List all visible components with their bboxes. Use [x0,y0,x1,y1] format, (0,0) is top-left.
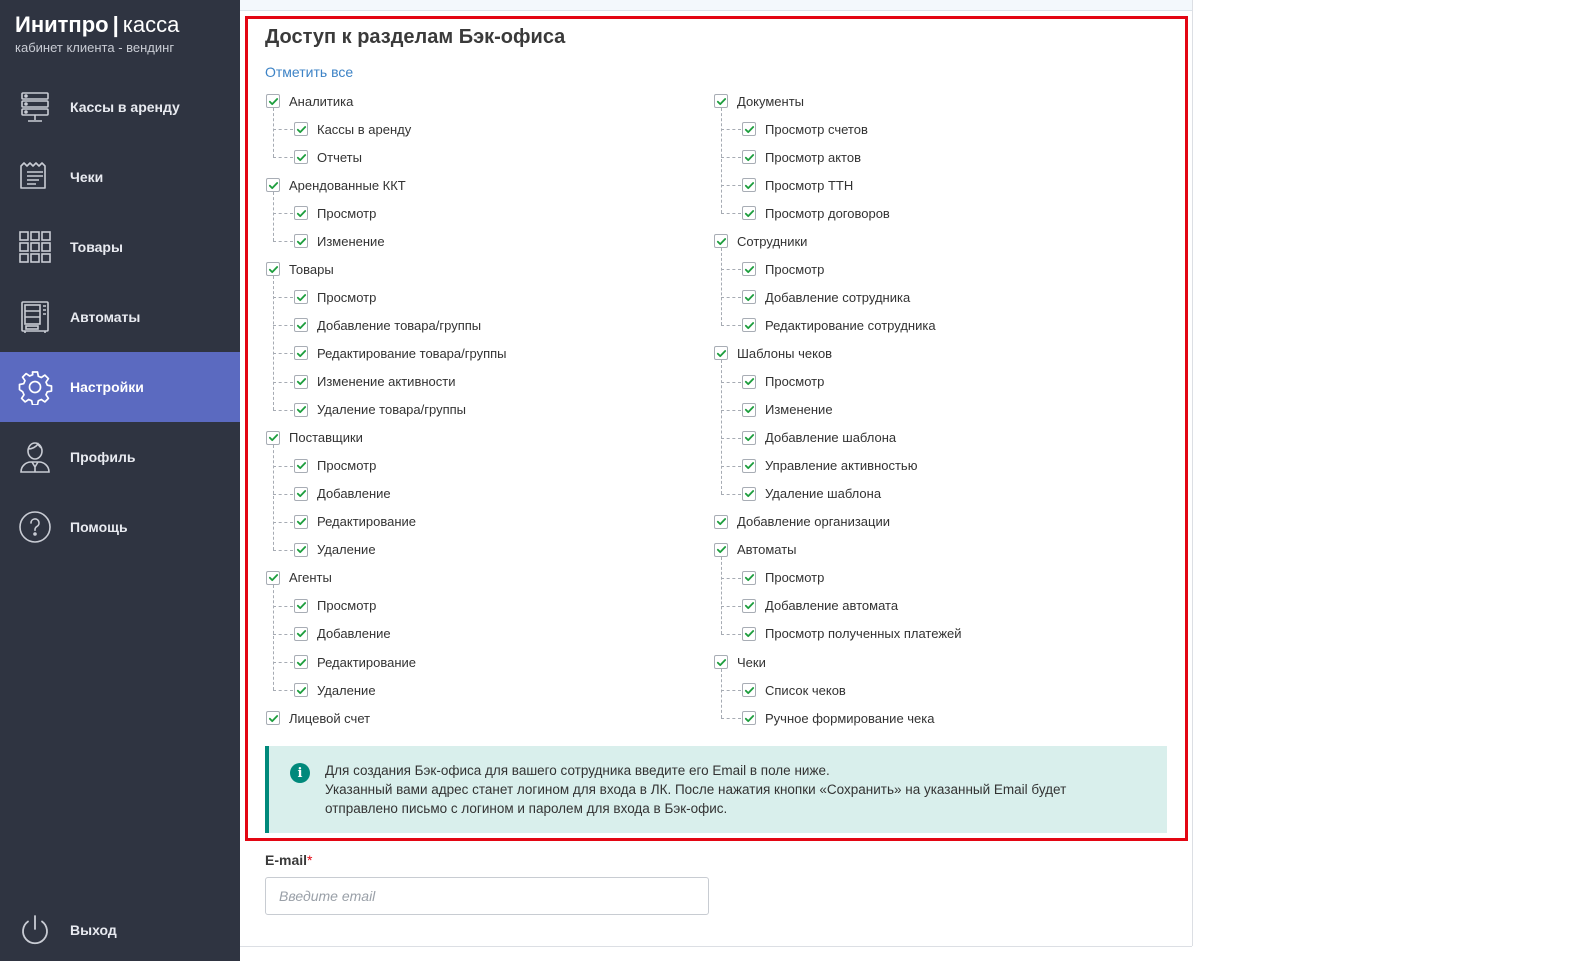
checkbox[interactable] [294,122,308,136]
checkmark-icon [744,180,755,191]
permission-item[interactable] [294,680,376,700]
permission-item[interactable] [294,652,416,672]
checkbox[interactable] [742,627,756,641]
tree-connector [273,297,293,298]
permission-label: Просмотр [765,261,825,277]
tree-connector [273,445,274,550]
tree-connector [273,325,293,326]
permission-label: Удаление [317,682,376,698]
permission-group-1[interactable] [266,175,406,195]
sidebar [0,0,240,961]
checkbox[interactable] [294,346,308,360]
section-title: Доступ к разделам Бэк-офиса [265,26,566,48]
tree-connector [721,690,741,691]
checkmark-icon [296,600,307,611]
checkmark-icon [744,404,755,415]
sidebar-item-settings[interactable] [0,352,240,422]
permission-item[interactable] [742,484,881,504]
checkbox[interactable] [742,431,756,445]
checkbox[interactable] [294,515,308,529]
tree-connector [273,241,293,242]
tree-connector [721,269,741,270]
checkmark-icon [268,713,279,724]
permission-label: Аналитика [289,93,354,109]
checkbox[interactable] [294,543,308,557]
sidebar-item-checks[interactable] [0,142,240,212]
permission-label: Шаблоны чеков [737,345,833,361]
permission-item[interactable] [294,231,385,251]
checkmark-icon [716,236,727,247]
permission-item[interactable] [742,624,962,644]
info-box [265,746,1167,833]
help-icon [17,509,53,545]
checkmark-icon [268,572,279,583]
checkmark-icon [716,657,727,668]
permission-item[interactable] [742,456,917,476]
brand-subtitle: кабинет клиента - вендинг [15,40,175,55]
checkbox[interactable] [742,290,756,304]
permission-label: Документы [737,93,805,109]
permission-label: Список чеков [765,682,846,698]
tree-connector [721,438,741,439]
checkmark-icon [296,152,307,163]
checkbox[interactable] [266,711,280,725]
tree-connector [721,157,741,158]
tree-connector [721,669,722,718]
tree-connector [273,585,274,690]
permission-item[interactable] [294,400,466,420]
tree-connector [721,410,741,411]
tree-connector [721,248,722,325]
brand[interactable] [15,12,179,56]
tree-connector [721,494,741,495]
permission-item[interactable] [294,372,455,392]
sidebar-item-profile[interactable] [0,422,240,492]
permission-label: Удаление [317,542,376,558]
tree-connector [273,382,293,383]
checkbox[interactable] [294,627,308,641]
checkbox[interactable] [294,318,308,332]
checkmark-icon [716,96,727,107]
permission-label: Редактирование [317,514,417,530]
checkbox[interactable] [294,375,308,389]
permission-label: Просмотр актов [765,149,861,165]
permission-item[interactable] [294,287,376,307]
permission-label: Арендованные ККТ [289,177,406,193]
permission-item[interactable] [742,400,833,420]
checkbox[interactable] [742,487,756,501]
permission-label: Добавление товара/группы [317,317,482,333]
permission-label: Кассы в аренду [317,121,412,137]
checkbox[interactable] [742,178,756,192]
receipt-icon [17,159,53,195]
sidebar-item-label: Товары [70,239,123,255]
permission-group-3[interactable] [266,428,363,448]
checkmark-icon [296,320,307,331]
permission-label: Удаление шаблона [765,486,882,502]
checkbox[interactable] [294,150,308,164]
permission-item[interactable] [294,203,376,223]
content-right-border [1192,0,1193,946]
checkbox[interactable] [742,375,756,389]
check-all-link[interactable]: Отметить все [265,64,354,80]
sidebar-item-vending[interactable] [0,282,240,352]
permission-item[interactable] [742,203,890,223]
info-line: Для создания Бэк-офиса для вашего сотрудника введите его Email в поле ниже. [325,763,830,778]
user-icon [17,439,53,475]
checkbox[interactable] [742,150,756,164]
sidebar-item-label: Настройки [70,379,144,395]
checkmark-icon [296,292,307,303]
grid-icon [17,229,53,265]
permission-label: Просмотр ТТН [765,177,854,193]
tree-connector [273,192,274,241]
checkmark-icon [296,236,307,247]
tree-connector [721,606,741,607]
checkmark-icon [744,292,755,303]
permission-label: Изменение [765,402,833,418]
brand-name: Инитпро [15,12,109,37]
tree-connector [273,157,293,158]
checkmark-icon [296,208,307,219]
permission-label: Добавление [317,626,391,642]
permission-label: Добавление организации [737,514,891,530]
tree-connector [721,213,741,214]
permission-item[interactable] [742,287,910,307]
tree-connector [273,213,293,214]
permission-item[interactable] [294,456,376,476]
checkmark-icon [296,404,307,415]
checkbox[interactable] [742,122,756,136]
checkmark-icon [296,628,307,639]
permission-item[interactable] [742,372,824,392]
permission-label: Товары [289,261,334,277]
tree-connector [273,690,293,691]
permission-label: Просмотр договоров [765,205,890,221]
tree-connector [273,466,293,467]
vending-machine-icon [17,299,53,335]
sidebar-nav [0,72,240,562]
required-mark: * [307,852,313,868]
permission-item[interactable] [742,568,824,588]
permission-item[interactable] [742,708,935,728]
tree-connector [721,325,741,326]
checkmark-icon [744,628,755,639]
email-label [265,852,312,868]
permission-item[interactable] [742,147,861,167]
checkbox[interactable] [742,206,756,220]
permission-label: Изменение активности [317,374,456,389]
permission-label: Лицевой счет [289,710,371,726]
permission-label: Добавление автомата [765,598,899,614]
checkmark-icon [268,264,279,275]
email-input[interactable] [265,877,709,915]
checkmark-icon [296,124,307,135]
permission-label: Редактирование сотрудника [765,317,936,333]
checkmark-icon [268,180,279,191]
tree-connector [721,718,741,719]
permission-label: Добавление [317,486,391,502]
permission-label: Редактирование [317,654,417,670]
checkmark-icon [296,460,307,471]
checkbox[interactable] [266,571,280,585]
sidebar-item-label: Помощь [70,519,128,535]
permission-label: Просмотр полученных платежей [765,626,962,642]
checkbox[interactable] [742,403,756,417]
permission-label: Просмотр [317,598,377,614]
tree-connector [273,353,293,354]
checkbox[interactable] [266,262,280,276]
top-strip [240,0,1192,11]
tree-connector [721,360,722,493]
permission-label: Просмотр [765,374,825,389]
permission-group-3[interactable] [714,512,890,532]
checkmark-icon [744,713,755,724]
checkbox[interactable] [294,206,308,220]
logout-button[interactable] [0,895,240,965]
tree-connector [721,557,722,634]
checkmark-icon [744,572,755,583]
checkmark-icon [296,657,307,668]
logout-label: Выход [70,922,117,938]
permission-item[interactable] [742,175,853,195]
permission-item[interactable] [742,259,824,279]
checkbox[interactable] [714,655,728,669]
tree-connector [273,662,293,663]
permission-label: Просмотр [317,289,377,305]
sidebar-item-goods[interactable] [0,212,240,282]
highlight-frame [245,16,1188,841]
permission-label: Редактирование товара/группы [317,345,507,361]
tree-connector [273,108,274,157]
permission-item[interactable] [294,540,376,560]
checkmark-icon [268,432,279,443]
permission-label: Управление активностью [765,458,918,474]
info-line: отправлено письмо с логином и паролем для входа в Бэк-офис. [325,801,728,816]
checkmark-icon [296,348,307,359]
info-icon: i [290,763,310,783]
permission-group-0[interactable] [266,91,353,111]
checkbox[interactable] [294,459,308,473]
tree-connector [721,129,741,130]
checkbox[interactable] [294,683,308,697]
tree-connector [273,606,293,607]
checkbox[interactable] [294,655,308,669]
checkmark-icon [296,516,307,527]
checkmark-icon [296,544,307,555]
checkmark-icon [268,96,279,107]
checkmark-icon [744,376,755,387]
checkmark-icon [744,685,755,696]
permission-label: Добавление шаблона [765,430,897,446]
checkbox[interactable] [742,262,756,276]
checkmark-icon [744,600,755,611]
tree-connector [273,276,274,409]
checkbox[interactable] [742,459,756,473]
permission-item[interactable] [294,596,376,616]
sidebar-item-rent[interactable] [0,72,240,142]
brand-title [15,12,179,38]
checkbox[interactable] [742,599,756,613]
permission-label: Просмотр [765,570,825,586]
gear-icon [17,369,53,405]
checkbox[interactable] [266,431,280,445]
sidebar-item-label: Профиль [70,449,136,465]
sidebar-item-label: Чеки [70,169,104,185]
checkmark-icon [744,124,755,135]
checkmark-icon [296,488,307,499]
permission-group-2[interactable] [266,259,334,279]
permission-group-1[interactable] [714,231,807,251]
power-icon [17,912,53,948]
tree-connector [273,522,293,523]
checkmark-icon [744,208,755,219]
tree-connector [721,634,741,635]
permission-item[interactable] [294,343,507,363]
permission-group-5[interactable] [266,708,370,728]
checkbox[interactable] [294,403,308,417]
tree-connector [721,578,741,579]
server-icon [17,89,53,125]
brand-product: касса [122,12,180,37]
checkmark-icon [716,348,727,359]
checkbox[interactable] [742,711,756,725]
checkmark-icon [744,460,755,471]
sidebar-item-help[interactable] [0,492,240,562]
permission-group-0[interactable] [714,91,804,111]
checkmark-icon [744,320,755,331]
checkbox[interactable] [714,515,728,529]
permission-item[interactable] [742,680,846,700]
checkbox[interactable] [294,487,308,501]
tree-connector [273,634,293,635]
tree-connector [721,382,741,383]
permission-label: Просмотр [317,458,377,474]
tree-connector [721,185,741,186]
checkbox[interactable] [266,94,280,108]
permission-item[interactable] [294,624,391,644]
checkbox[interactable] [742,683,756,697]
checkmark-icon [716,516,727,527]
permission-group-4[interactable] [714,540,797,560]
content-bottom-border [240,946,1192,947]
checkbox[interactable] [742,318,756,332]
permission-group-4[interactable] [266,568,332,588]
checkbox[interactable] [742,571,756,585]
permission-item[interactable] [294,484,391,504]
permission-item[interactable] [742,596,898,616]
permission-item[interactable] [294,512,416,532]
checkbox[interactable] [714,543,728,557]
checkmark-icon [296,376,307,387]
permission-label: Просмотр [317,205,377,221]
permission-group-2[interactable] [714,343,832,363]
permission-item[interactable] [294,315,481,335]
permission-item[interactable] [742,119,868,139]
permission-item[interactable] [294,119,411,139]
permission-label: Поставщики [289,430,363,446]
sidebar-item-label: Кассы в аренду [70,99,180,115]
info-line: Указанный вами адрес станет логином для входа в ЛК. После нажатия кнопки «Сохранить» на указанный Email будет [325,782,1067,797]
tree-connector [721,297,741,298]
checkmark-icon [296,685,307,696]
tree-connector [721,466,741,467]
sidebar-item-label: Автоматы [70,309,141,325]
permission-label: Чеки [737,654,766,670]
tree-connector [273,550,293,551]
permission-label: Автоматы [737,542,797,558]
info-text [325,761,1145,818]
permission-label: Удаление товара/группы [317,402,467,418]
tree-connector [721,108,722,213]
permission-label: Агенты [289,570,332,586]
permission-item[interactable] [294,147,362,167]
checkmark-icon [716,544,727,555]
checkmark-icon [744,264,755,275]
checkbox[interactable] [294,599,308,613]
checkbox[interactable] [714,346,728,360]
permission-label: Просмотр счетов [765,121,868,137]
checkbox[interactable] [714,94,728,108]
permission-label: Добавление сотрудника [765,289,911,305]
tree-connector [273,494,293,495]
tree-connector [273,129,293,130]
permission-item[interactable] [742,428,896,448]
email-label-text: E-mail [265,852,308,868]
checkmark-icon [744,152,755,163]
checkbox[interactable] [294,290,308,304]
checkbox[interactable] [294,234,308,248]
permission-label: Ручное формирование чека [765,710,935,726]
checkbox[interactable] [266,178,280,192]
brand-separator: | [112,12,119,37]
tree-connector [273,410,293,411]
permission-label: Отчеты [317,149,362,165]
checkbox[interactable] [714,234,728,248]
checkmark-icon [744,432,755,443]
permission-label: Сотрудники [737,233,808,249]
checkmark-icon [744,488,755,499]
permission-item[interactable] [742,315,936,335]
permission-label: Изменение [317,233,385,249]
